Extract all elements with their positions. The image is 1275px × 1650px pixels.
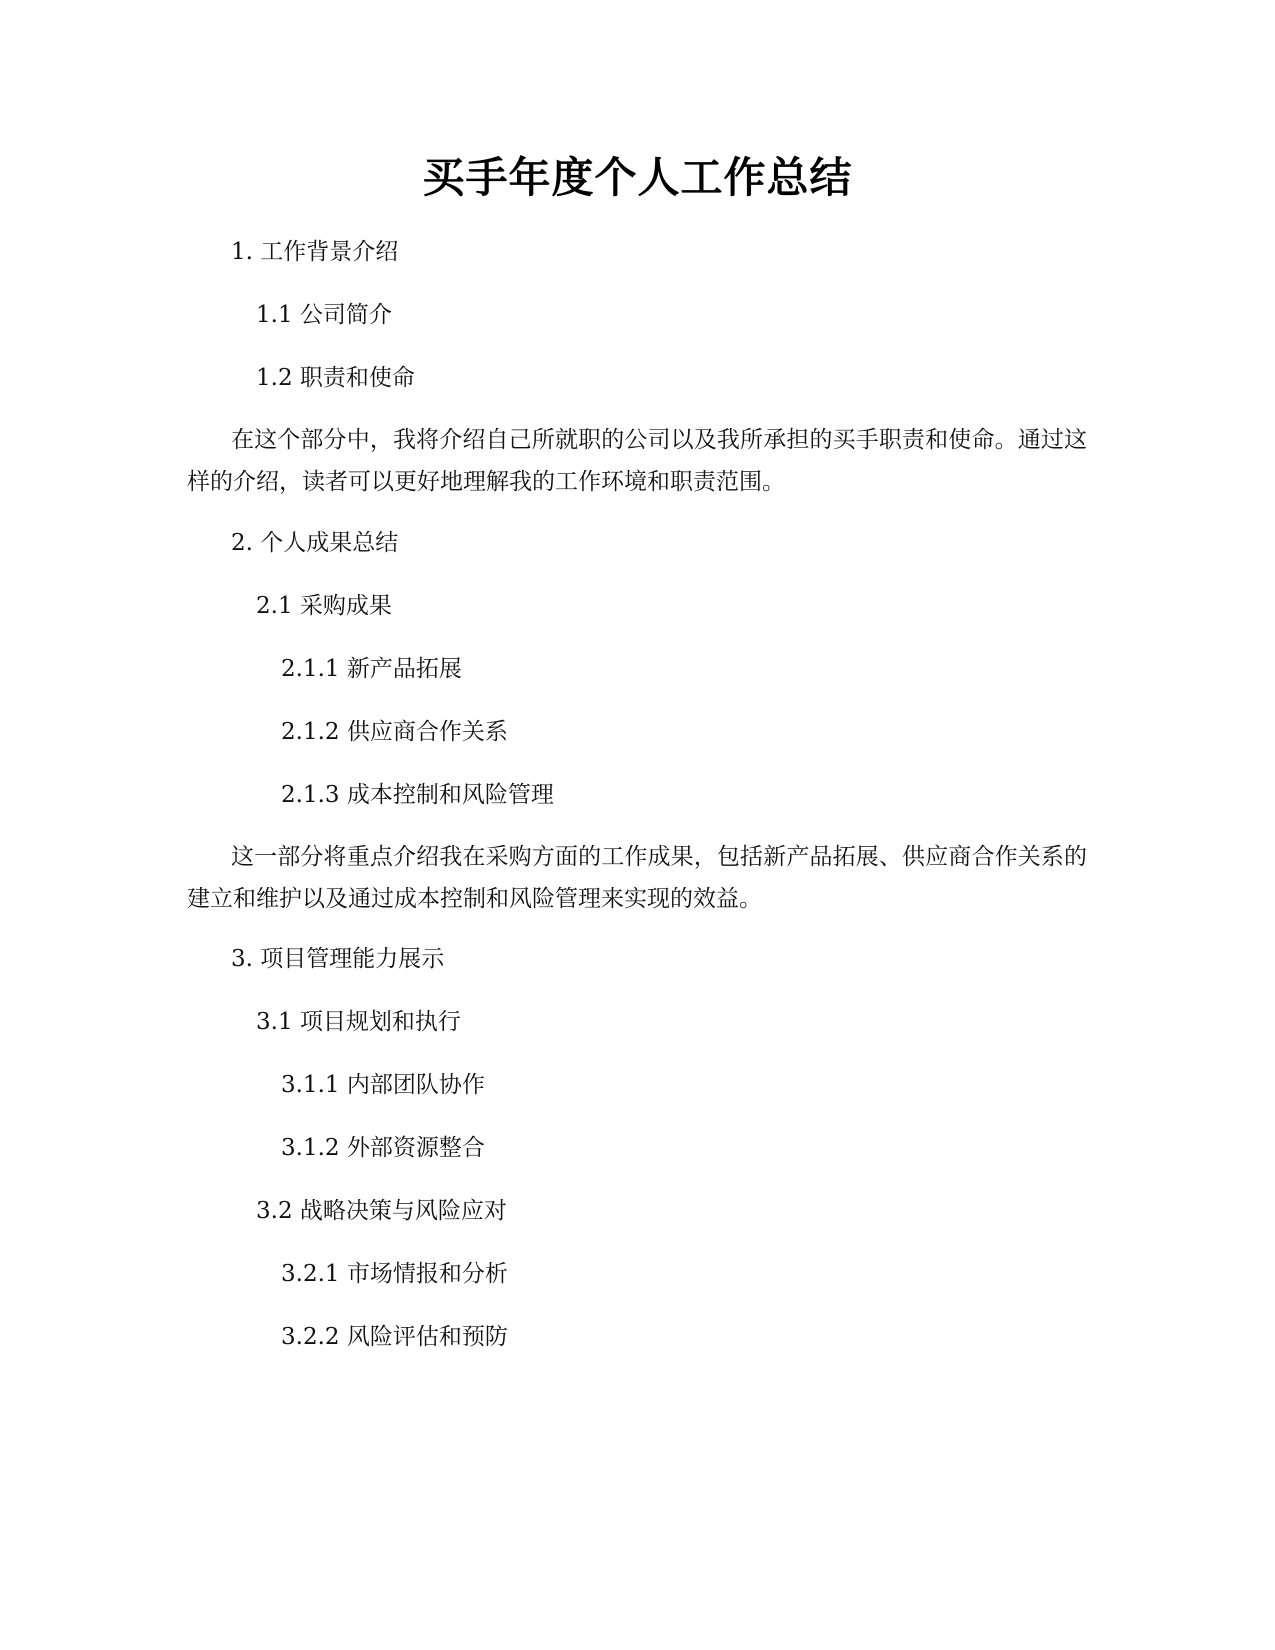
section-heading-2: 2. 个人成果总结	[231, 530, 399, 556]
section-heading-3: 3. 项目管理能力展示	[231, 946, 445, 972]
subsubsection-heading-2-1-3: 2.1.3 成本控制和风险管理	[281, 782, 554, 808]
subsection-heading-3-2: 3.2 战略决策与风险应对	[256, 1198, 507, 1224]
subsubsection-heading-3-2-1: 3.2.1 市场情报和分析	[281, 1261, 508, 1287]
subsubsection-heading-3-1-1: 3.1.1 内部团队协作	[281, 1072, 485, 1098]
paragraph-1: 在这个部分中，我将介绍自己所就职的公司以及我所承担的买手职责和使命。通过这样的介绍，读者可以更好地理解我的工作环境和职责范围。	[187, 427, 1087, 495]
subsubsection-heading-2-1-1: 2.1.1 新产品拓展	[281, 656, 462, 682]
subsubsection-heading-3-2-2: 3.2.2 风险评估和预防	[281, 1324, 508, 1350]
paragraph-2: 这一部分将重点介绍我在采购方面的工作成果，包括新产品拓展、供应商合作关系的建立和维护以及通过成本控制和风险管理来实现的效益。	[187, 844, 1087, 912]
subsection-heading-3-1: 3.1 项目规划和执行	[256, 1009, 461, 1035]
section-heading-1: 1. 工作背景介绍	[231, 239, 399, 265]
document-title: 买手年度个人工作总结	[422, 153, 853, 202]
subsection-heading-2-1: 2.1 采购成果	[256, 593, 392, 619]
subsubsection-heading-3-1-2: 3.1.2 外部资源整合	[281, 1135, 485, 1161]
subsubsection-heading-2-1-2: 2.1.2 供应商合作关系	[281, 719, 508, 745]
subsection-heading-1-2: 1.2 职责和使命	[256, 365, 415, 391]
subsection-heading-1-1: 1.1 公司简介	[256, 302, 392, 328]
